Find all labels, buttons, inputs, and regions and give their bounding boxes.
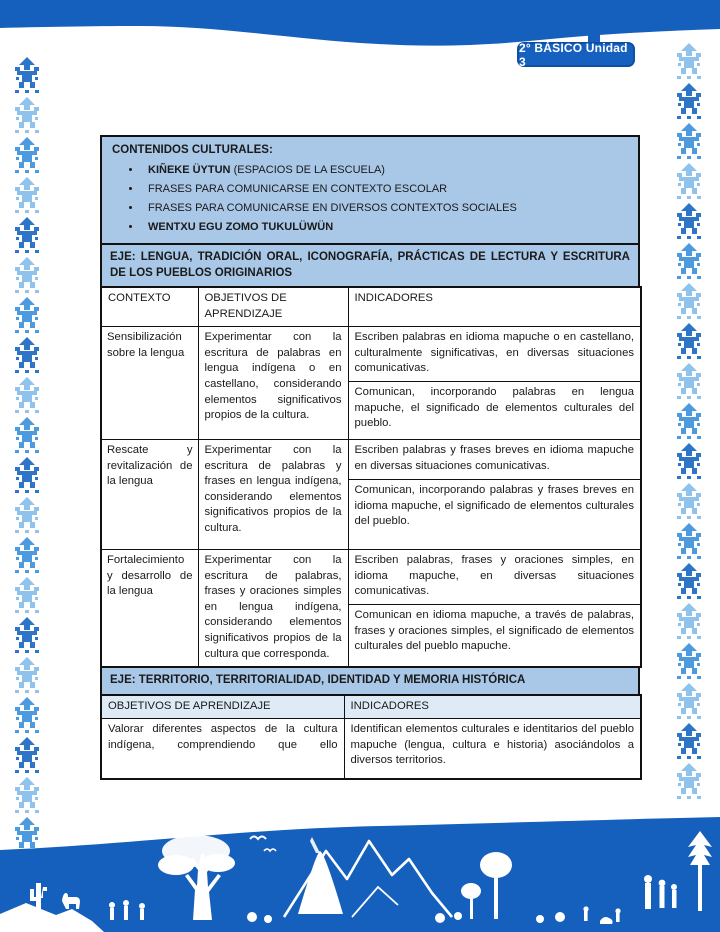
unit-badge-label: 2° BÁSICO Unidad 3 bbox=[519, 40, 628, 69]
table-row bbox=[101, 719, 641, 779]
table-row bbox=[101, 327, 641, 382]
indicador-cell: Escriben palabras en idioma mapuche o en castellano, culturalmente significativas, en diversas situaciones comunicativas. bbox=[348, 327, 641, 382]
indicador-cell: Escriben palabras, frases y oraciones simples, en idioma mapuche, en diversas situaciones comunicativas. bbox=[348, 549, 641, 604]
right-border-pattern bbox=[674, 42, 704, 822]
eje-lengua-header: EJE: LENGUA, TRADICIÓN ORAL, ICONOGRAFÍA, PRÁCTICAS DE LECTURA Y ESCRITURA DE LOS PUEBLOS ORIGINARIOS bbox=[100, 243, 640, 288]
document-content bbox=[100, 135, 640, 780]
contexto-cell: Sensibilización sobre la lengua bbox=[101, 327, 198, 440]
contenidos-title: CONTENIDOS CULTURALES: bbox=[112, 144, 273, 156]
objetivo-cell: Experimentar con la escritura de palabras en lengua indígena o en castellano, considerando elementos significativos propios de la cultura. bbox=[198, 327, 348, 440]
indicador-cell: Comunican en idioma mapuche, a través de palabras, frases y oraciones simples, el significado de elementos culturales del pueblo mapuche. bbox=[348, 605, 641, 667]
left-border-pattern bbox=[12, 56, 42, 856]
list-item: • WENTXU EGU ZOMO TUKULÜWÜN bbox=[142, 218, 628, 237]
indicador-cell: Comunican, incorporando palabras y frases breves en idioma mapuche, el significado de elementos culturales del pueblo. bbox=[348, 479, 641, 549]
list-item: • FRASES PARA COMUNICARSE EN CONTEXTO ESCOLAR bbox=[142, 180, 628, 199]
header-contexto: CONTEXTO bbox=[101, 287, 198, 327]
table-header-row bbox=[101, 695, 641, 719]
indicador-cell: Identifican elementos culturales e identitarios del pueblo mapuche (lengua, cultura e historia) asociándolos a diversos territorios. bbox=[344, 719, 641, 779]
curriculum-table-lengua bbox=[100, 286, 642, 668]
objetivo-cell: Experimentar con la escritura de palabras y frases en lengua indígena, considerando elementos significativos propios de la cultura. bbox=[198, 439, 348, 549]
unit-badge bbox=[517, 42, 635, 67]
curriculum-table-territorio bbox=[100, 694, 642, 780]
objetivo-cell: Experimentar con la escritura de palabras, frases y oraciones simples en lengua indígena, considerando elementos significativos propios de la cultura que corresponda. bbox=[198, 549, 348, 667]
header-objetivos: OBJETIVOS DE APRENDIZAJE bbox=[198, 287, 348, 327]
contexto-cell: Rescate y revitalización de la lengua bbox=[101, 439, 198, 549]
contenidos-culturales-box bbox=[100, 135, 640, 245]
eje-territorio-header: EJE: TERRITORIO, TERRITORIALIDAD, IDENTIDAD Y MEMORIA HISTÓRICA bbox=[100, 666, 640, 696]
header-indicadores: INDICADORES bbox=[344, 695, 641, 719]
contexto-cell: Fortalecimiento y desarrollo de la lengua bbox=[101, 549, 198, 667]
table-header-row bbox=[101, 287, 641, 327]
indicador-cell: Comunican, incorporando palabras en lengua mapuche, el significado de elementos culturales del pueblo. bbox=[348, 381, 641, 439]
indicador-cell: Escriben palabras y frases breves en idioma mapuche en diversas situaciones comunicativas. bbox=[348, 439, 641, 479]
header-objetivos: OBJETIVOS DE APRENDIZAJE bbox=[101, 695, 344, 719]
table-row bbox=[101, 549, 641, 604]
header-indicadores: INDICADORES bbox=[348, 287, 641, 327]
table-row bbox=[101, 439, 641, 479]
objetivo-cell: Valorar diferentes aspectos de la cultura indígena, comprendiendo que ello bbox=[101, 719, 344, 779]
list-item: • KIÑEKE ÜYTUN (ESPACIOS DE LA ESCUELA) bbox=[142, 161, 628, 180]
landscape-illustration bbox=[0, 817, 720, 932]
list-item: • FRASES PARA COMUNICARSE EN DIVERSOS CONTEXTOS SOCIALES bbox=[142, 199, 628, 218]
contenidos-list bbox=[142, 161, 628, 237]
